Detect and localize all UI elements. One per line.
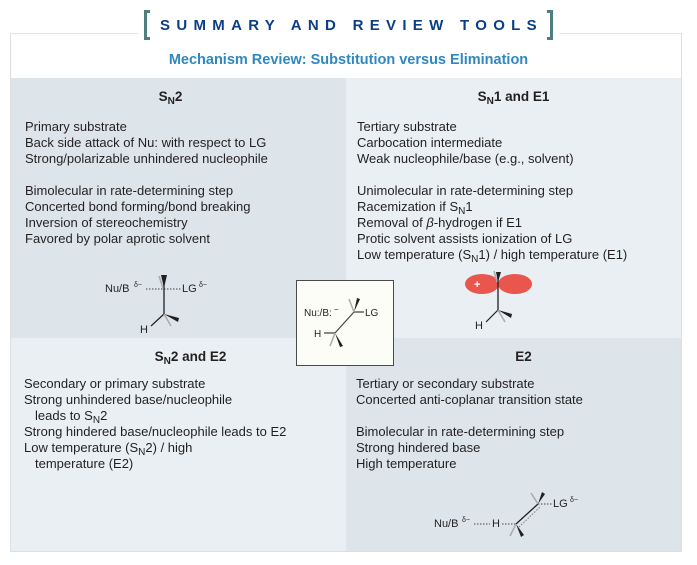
list-item: Strong hindered base xyxy=(356,440,481,455)
svg-text:LG: LG xyxy=(365,308,379,319)
list-item: Inversion of stereochemistry xyxy=(25,215,188,230)
list-spacer xyxy=(356,408,583,424)
svg-text:Nu/B: Nu/B xyxy=(105,283,130,295)
list-spacer xyxy=(357,167,627,183)
sn2-heading: $S_N2$ xyxy=(158,89,183,107)
list-item: Low temperature $(S_N1)$ / high temperature (E1) xyxy=(357,247,628,265)
list-item: Tertiary substrate xyxy=(357,119,457,134)
e2-transition-state-diagram xyxy=(424,488,594,548)
list-item: Primary substrate xyxy=(25,119,127,134)
svg-text:δ−: δ− xyxy=(199,282,207,289)
list-item: Bimolecular in rate-determining step xyxy=(25,183,234,198)
list-item: Secondary or primary substrate xyxy=(24,376,206,391)
list-item: Favored by polar aprotic solvent xyxy=(25,231,210,246)
sn2-e2-panel xyxy=(11,338,346,551)
carbocation-orbital-diagram xyxy=(462,268,542,334)
list-item: Weak nucleophile/base (e.g., solvent) xyxy=(357,151,574,166)
svg-text:+: + xyxy=(474,279,481,291)
svg-text:H: H xyxy=(492,518,500,530)
svg-text:−: − xyxy=(334,305,339,314)
list-item: Removal of β-hydrogen if E1 xyxy=(357,215,522,230)
svg-text:δ−: δ− xyxy=(134,282,142,289)
e2-panel xyxy=(346,338,681,551)
svg-text:δ−: δ− xyxy=(570,497,578,504)
list-item: Carbocation intermediate xyxy=(357,135,503,150)
list-item: Racemization if $S_N1$ xyxy=(357,199,473,217)
list-item: Strong unhindered base/nucleophile xyxy=(24,392,233,407)
svg-text:H: H xyxy=(140,324,148,336)
list-item: Unimolecular in rate-determining step xyxy=(357,183,574,198)
list-item: Concerted bond forming/bond breaking xyxy=(25,199,251,214)
svg-text:H: H xyxy=(314,329,322,340)
list-item: Bimolecular in rate-determining step xyxy=(356,424,565,439)
sn1-e1-panel xyxy=(346,78,681,338)
title-banner xyxy=(0,10,697,40)
list-item: Strong/polarizable unhindered nucleophile xyxy=(25,151,268,166)
list-item: Low temperature $(S_N2)$ / high xyxy=(24,440,193,458)
svg-text:Nu:/B:: Nu:/B: xyxy=(304,308,332,319)
sn2-list xyxy=(25,119,268,247)
list-item: temperature (E2) xyxy=(35,456,134,471)
sn2-transition-state-diagram xyxy=(91,266,231,338)
list-item: Back side attack of Nu: with respect to LG xyxy=(25,135,267,150)
right-bracket-icon xyxy=(547,10,553,40)
svg-text:LG: LG xyxy=(182,283,197,295)
list-item: High temperature xyxy=(356,456,457,471)
svg-text:LG: LG xyxy=(553,498,568,510)
svg-text:δ−: δ− xyxy=(462,517,470,524)
section-subtitle: Mechanism Review: Substitution versus Elimination xyxy=(168,52,529,68)
list-item: Strong hindered base/nucleophile leads to E2 xyxy=(24,424,287,439)
list-spacer xyxy=(25,167,268,183)
sn2-e2-heading: $S_N2$ and E2 xyxy=(154,349,227,367)
central-substrate-diagram xyxy=(296,280,394,366)
svg-text:H: H xyxy=(475,320,483,332)
list-item: Concerted anti-coplanar transition state xyxy=(356,392,583,407)
list-item: leads to $S_N2$ xyxy=(35,408,108,426)
e2-list xyxy=(356,376,583,472)
svg-text:Nu/B: Nu/B xyxy=(434,518,459,530)
sn1-e1-heading: $S_N1$ and E1 xyxy=(477,89,550,107)
page-title: SUMMARY AND REVIEW TOOLS xyxy=(160,16,543,34)
sn2-e2-list xyxy=(24,376,286,472)
list-item: Tertiary or secondary substrate xyxy=(356,376,535,391)
substrate-structure xyxy=(297,281,393,365)
sn1-e1-list xyxy=(357,119,627,263)
e2-heading: E2 xyxy=(515,349,532,364)
list-item: Protic solvent assists ionization of LG xyxy=(357,231,573,246)
